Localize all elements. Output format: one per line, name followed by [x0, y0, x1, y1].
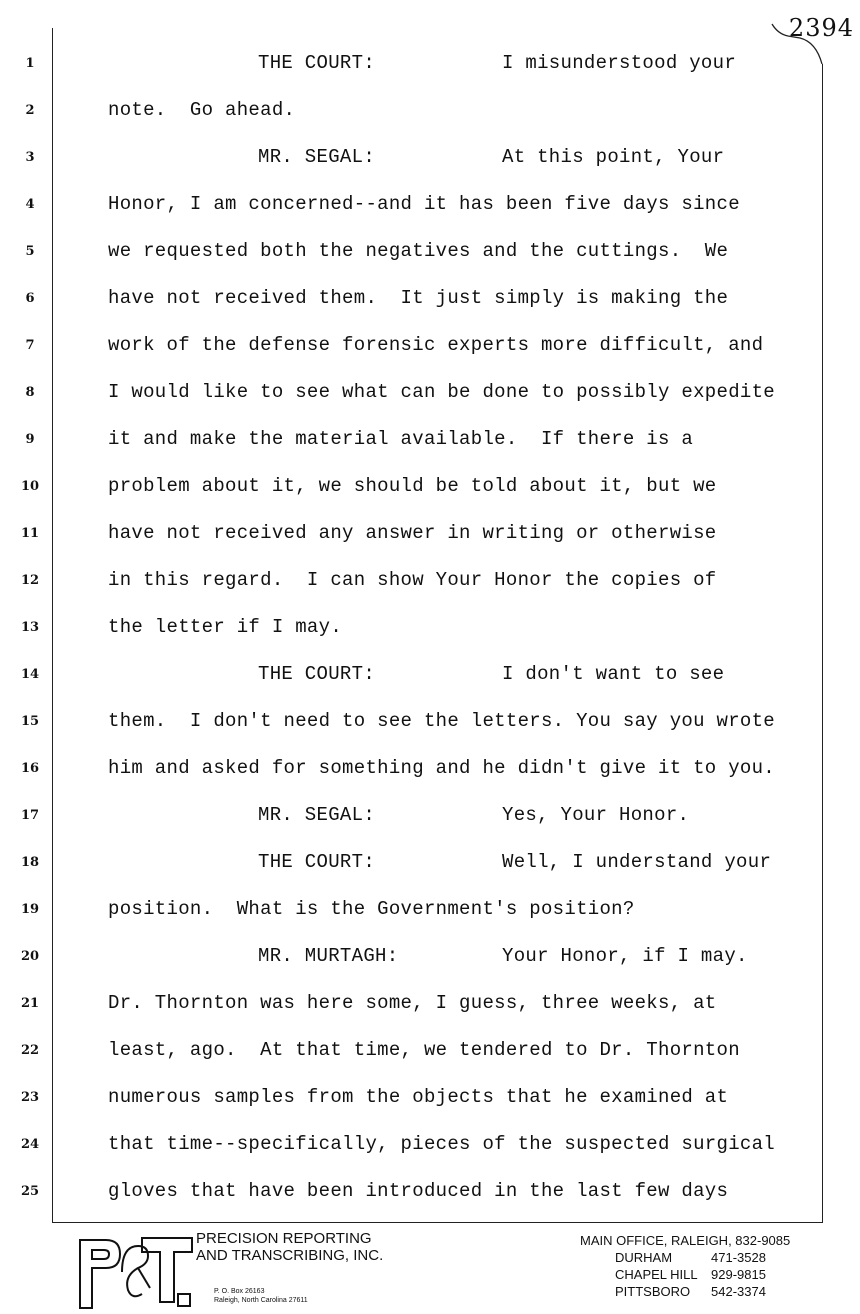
- branch-office: [615, 1267, 766, 1283]
- transcript-line: [0, 1129, 860, 1159]
- line-number: 19: [20, 902, 40, 917]
- transcript-line: [0, 424, 860, 454]
- branch-office: [615, 1284, 766, 1300]
- speaker-label: MR. MURTAGH:: [258, 945, 399, 967]
- transcript-line: [0, 142, 860, 172]
- line-number: 7: [25, 338, 35, 353]
- logo-text: P&T: [76, 1232, 78, 1233]
- line-number: 5: [25, 244, 35, 259]
- line-text: we requested both the negatives and the cuttings. We: [108, 240, 729, 262]
- line-text: numerous samples from the objects that he examined at: [108, 1086, 729, 1108]
- line-text: Honor, I am concerned--and it has been five days since: [108, 193, 740, 215]
- address-line-2: Raleigh, North Carolina 27611: [214, 1297, 308, 1304]
- firm-address: [214, 1287, 308, 1305]
- line-text: the letter if I may.: [108, 616, 343, 638]
- branch-office: [615, 1250, 766, 1266]
- line-number: 15: [20, 714, 40, 729]
- address-line-1: P. O. Box 26163: [214, 1288, 265, 1295]
- line-number: 21: [20, 996, 40, 1011]
- transcript-line: [0, 377, 860, 407]
- line-text: gloves that have been introduced in the last few days: [108, 1180, 729, 1202]
- transcript-line: [0, 565, 860, 595]
- branch-phone: 471-3528: [711, 1250, 766, 1265]
- transcript-line: [0, 847, 860, 877]
- line-text: work of the defense forensic experts more difficult, and: [108, 334, 764, 356]
- transcript-line: [0, 1176, 860, 1206]
- line-text: Your Honor, if I may.: [502, 945, 748, 967]
- branch-phone: 929-9815: [711, 1267, 766, 1282]
- transcript-line: [0, 471, 860, 501]
- transcript-line: [0, 283, 860, 313]
- transcript-line: [0, 894, 860, 924]
- transcript-line: [0, 941, 860, 971]
- transcript-line: [0, 800, 860, 830]
- line-number: 23: [20, 1090, 40, 1105]
- line-text: it and make the material available. If there is a: [108, 428, 694, 450]
- line-text: have not received any answer in writing or otherwise: [108, 522, 717, 544]
- line-number: 16: [20, 761, 40, 776]
- firm-name: [196, 1230, 383, 1264]
- line-text: Dr. Thornton was here some, I guess, three weeks, at: [108, 992, 717, 1014]
- transcript-line: [0, 189, 860, 219]
- branch-city: DURHAM: [615, 1250, 673, 1265]
- transcript-line: [0, 706, 860, 736]
- branch-city: CHAPEL HILL: [615, 1267, 698, 1282]
- line-text: I don't want to see: [502, 663, 725, 685]
- line-number: 18: [20, 855, 40, 870]
- transcript-line: [0, 1035, 860, 1065]
- line-number: 25: [20, 1184, 40, 1199]
- line-number: 12: [20, 573, 40, 588]
- transcript-line: [0, 95, 860, 125]
- line-number: 10: [20, 479, 40, 494]
- line-number: 1: [25, 56, 35, 71]
- pt-logo: [76, 1232, 196, 1310]
- transcript-line: [0, 659, 860, 689]
- bottom-rule: [52, 1222, 823, 1223]
- line-text: that time--specifically, pieces of the suspected surgical: [108, 1133, 776, 1155]
- transcript-line: [0, 518, 860, 548]
- speaker-label: MR. SEGAL:: [258, 146, 376, 168]
- line-number: 22: [20, 1043, 40, 1058]
- line-number: 17: [20, 808, 40, 823]
- line-number: 13: [20, 620, 40, 635]
- transcript-line: [0, 753, 860, 783]
- line-text: Well, I understand your: [502, 851, 772, 873]
- line-number: 20: [20, 949, 40, 964]
- line-text: him and asked for something and he didn't give it to you.: [108, 757, 776, 779]
- branch-city: PITTSBORO: [615, 1284, 691, 1299]
- transcript-line: [0, 988, 860, 1018]
- line-text: them. I don't need to see the letters. You say you wrote: [108, 710, 776, 732]
- page-number: 2394: [788, 14, 854, 42]
- line-text: problem about it, we should be told about it, but we: [108, 475, 717, 497]
- line-text: in this regard. I can show Your Honor the copies of: [108, 569, 717, 591]
- speaker-label: THE COURT:: [258, 851, 376, 873]
- line-text: position. What is the Government's position?: [108, 898, 635, 920]
- transcript-line: [0, 48, 860, 78]
- line-text: note. Go ahead.: [108, 99, 296, 121]
- line-number: 8: [25, 385, 35, 400]
- firm-name-line-1: PRECISION REPORTING: [196, 1230, 372, 1247]
- speaker-label: THE COURT:: [258, 663, 376, 685]
- line-text: At this point, Your: [502, 146, 725, 168]
- line-text: I would like to see what can be done to possibly expedite: [108, 381, 776, 403]
- transcript-line: [0, 236, 860, 266]
- line-text: least, ago. At that time, we tendered to Dr. Thornton: [108, 1039, 740, 1061]
- transcript-line: [0, 612, 860, 642]
- line-number: 11: [20, 526, 40, 541]
- line-number: 2: [25, 103, 35, 118]
- line-number: 6: [25, 291, 35, 306]
- line-text: Yes, Your Honor.: [502, 804, 690, 826]
- line-text: I misunderstood your: [502, 52, 737, 74]
- line-number: 9: [25, 432, 35, 447]
- transcript-line: [0, 330, 860, 360]
- speaker-label: THE COURT:: [258, 52, 376, 74]
- speaker-label: MR. SEGAL:: [258, 804, 376, 826]
- branch-phone: 542-3374: [711, 1284, 766, 1299]
- firm-name-line-2: AND TRANSCRIBING, INC.: [196, 1247, 384, 1264]
- line-text: have not received them. It just simply is making the: [108, 287, 729, 309]
- line-number: 24: [20, 1137, 40, 1152]
- line-number: 4: [25, 197, 35, 212]
- main-office: MAIN OFFICE, RALEIGH, 832-9085: [580, 1233, 791, 1248]
- transcript-line: [0, 1082, 860, 1112]
- line-number: 3: [25, 150, 35, 165]
- line-number: 14: [20, 667, 40, 682]
